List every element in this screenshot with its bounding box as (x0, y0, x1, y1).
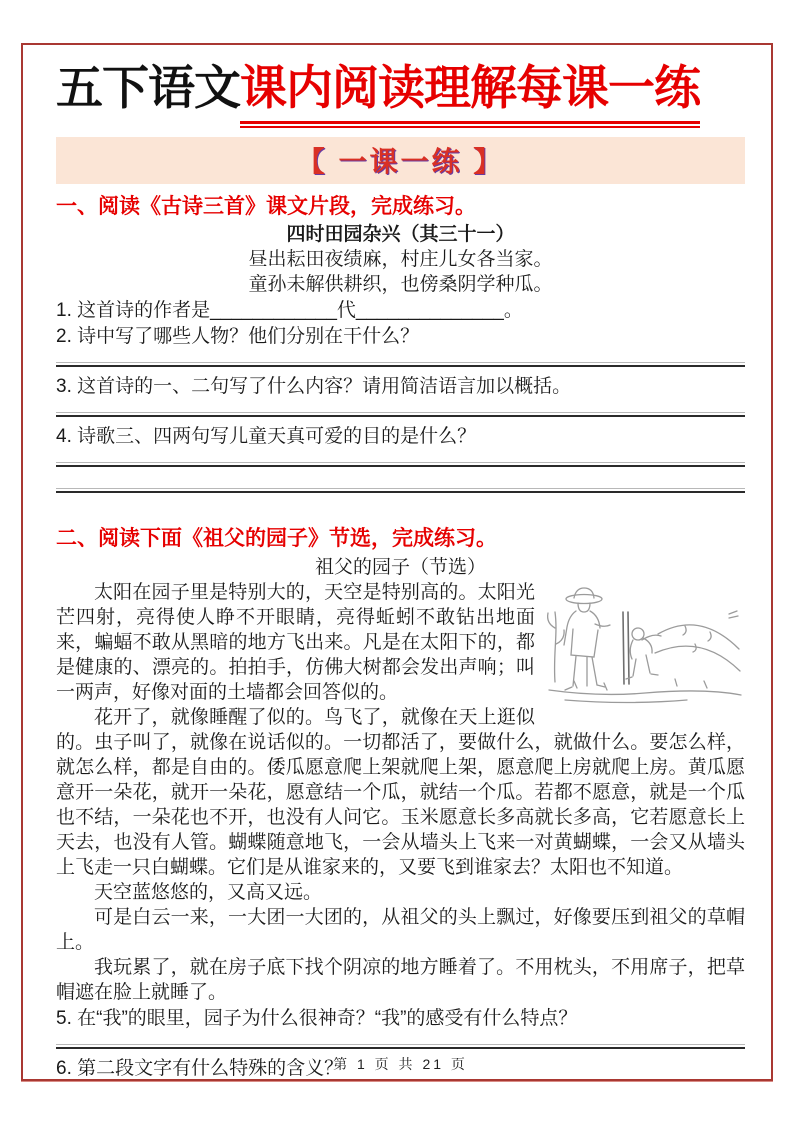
page-frame (21, 43, 773, 1081)
section1-heading: 一、阅读《古诗三首》课文片段，完成练习。 (56, 194, 476, 218)
page-content (56, 45, 745, 1079)
passage-subtitle: 祖父的园子（节选） (314, 556, 486, 578)
passage-paragraph-1: 太阳在园子里是特别大的，天空是特别高的。太阳光芒四射，亮得使人睁不开眼睛，亮得蚯蚓不敢钻出地面来，蝙蝠不敢从黑暗的地方飞出来。凡是在太阳下的，都是健康的、漂亮的。拍拍手，仿佛大树都会发出声响；叫一两声，好像对面的土墙都会回答似的。 (56, 581, 535, 703)
worksheet-title (56, 59, 745, 128)
answer-line (56, 1044, 745, 1049)
section-gap (56, 500, 745, 516)
worksheet-title-red: 课内阅读理解每课一练 (240, 59, 700, 128)
answer-line (56, 412, 745, 417)
page-number: 第 1 页 共 21 页 (333, 1056, 468, 1072)
question-5: 5. 在“我”的眼里，园子为什么很神奇？“我”的感受有什么特点？ (56, 1007, 578, 1029)
passage-paragraph-2: 花开了，就像睡醒了似的。鸟飞了，就像在天上逛似的。虫子叫了，就像在说话似的。一切都活了，要做什么，就做什么。要怎么样，就怎么样，都是自由的。倭瓜愿意爬上架就爬上架，愿意爬上房就爬上房。黄瓜愿意开一朵花，就开一朵花，愿意结一个瓜，就结一个瓜。若都不愿意，就是一个瓜也不结，一朵花也不开，也没有人问它。玉米愿意长多高就长多高，它若愿意长上天去，也没有人管。蝴蝶随意地飞，一会从墙头上飞来一对黄蝴蝶，一会又从墙头上飞走一只白蝴蝶。它们是从谁家来的，又要飞到谁家去？太阳也不知道。 (56, 706, 745, 878)
question-4: 4. 诗歌三、四两句写儿童天真可爱的目的是什么？ (56, 425, 477, 447)
passage-paragraph-3: 天空蓝悠悠的，又高又远。 (94, 881, 323, 903)
question-6: 6. 第二段文字有什么特殊的含义？ (56, 1057, 344, 1079)
passage-body (56, 580, 745, 1005)
question-1: 1. 这首诗的作者是____________代______________。 (56, 299, 523, 321)
answer-line (56, 362, 745, 367)
banner-label: 【 一课一练 】 (296, 146, 505, 178)
poem-title: 四时田园杂兴（其三十一） (286, 223, 515, 245)
poem-block (56, 222, 745, 297)
poem-line: 童孙未解供耕织，也傍桑阴学种瓜。 (248, 273, 553, 295)
worksheet-title-black: 五下语文 (56, 61, 240, 114)
question-3: 3. 这首诗的一、二句写了什么内容？请用简洁语言加以概括。 (56, 375, 572, 397)
banner (56, 137, 745, 184)
passage-paragraph-4: 可是白云一来，一大团一大团的，从祖父的头上飘过，好像要压到祖父的草帽上。 (56, 906, 745, 953)
section2-heading: 二、阅读下面《祖父的园子》节选，完成练习。 (56, 526, 497, 550)
poem-line: 昼出耘田夜绩麻，村庄儿女各当家。 (248, 248, 553, 270)
question-2: 2. 诗中写了哪些人物？他们分别在干什么？ (56, 325, 420, 347)
answer-line (56, 488, 745, 493)
answer-line (56, 462, 745, 467)
passage-paragraph-5: 我玩累了，就在房子底下找个阴凉的地方睡着了。不用枕头，不用席子，把草帽遮在脸上就睡了。 (56, 956, 745, 1003)
garden-illustration (545, 582, 745, 710)
